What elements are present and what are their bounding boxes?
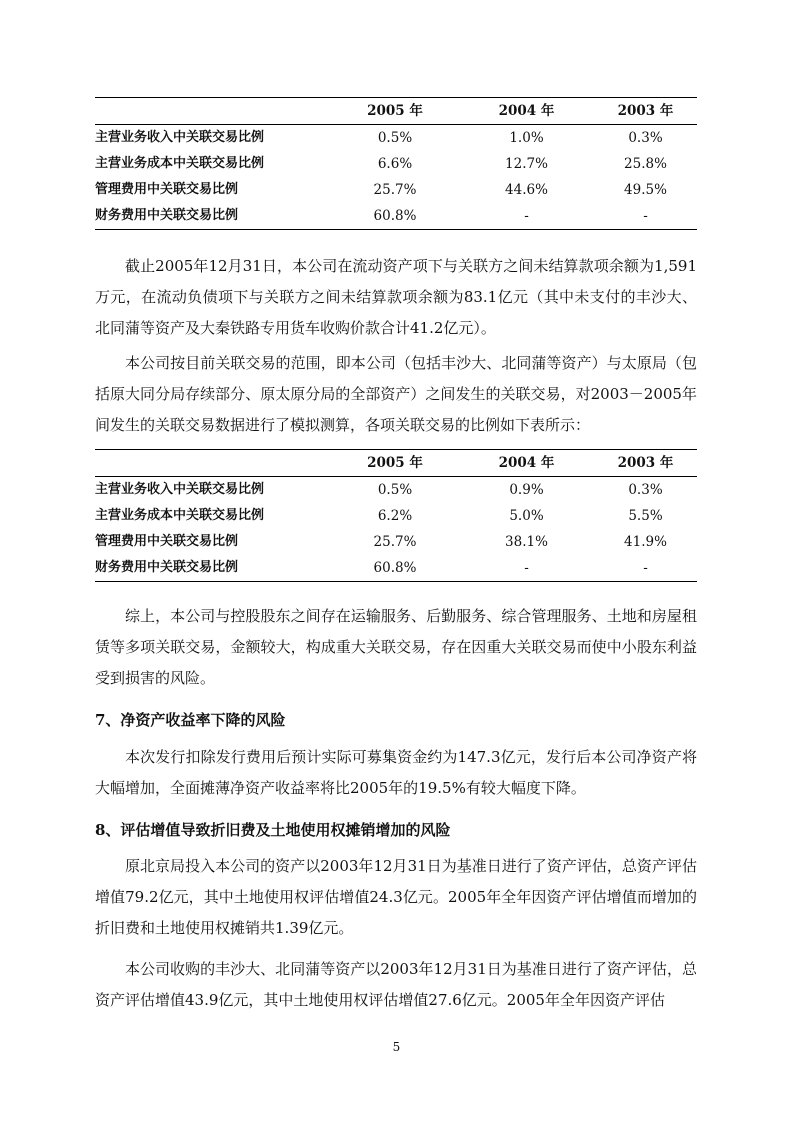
table-cell: 44.6%: [505, 182, 548, 198]
table-cell: 6.6%: [377, 156, 413, 172]
table-header-row: [95, 98, 697, 125]
table-row: [95, 503, 697, 529]
row-label: 财务费用中关联交易比例: [95, 555, 331, 582]
table-cell: 1.0%: [509, 130, 544, 146]
paragraph-beijing-valuation: 原北京局投入本公司的资产以2003年12月31日为基准日进行了资产评估，总资产评估增值79.2亿元，其中土地使用权评估增值24.3亿元。2005年全年因资产评估增值而增加的折旧费和土地使用权摊销共1.39亿元。: [95, 857, 697, 937]
table-cell: 5.0%: [509, 508, 544, 524]
table-header-cell: [95, 450, 331, 477]
table-row: [95, 177, 697, 203]
table-header-cell: [95, 98, 331, 125]
row-label: 管理费用中关联交易比例: [95, 182, 239, 197]
page-number: 5: [392, 1040, 401, 1054]
table-cell: 60.8%: [331, 555, 459, 582]
table-cell: 0.5%: [377, 482, 413, 498]
table-cell: -: [459, 203, 594, 230]
table-header-cell: 2005 年: [331, 98, 459, 125]
table-cell: 5.5%: [628, 508, 663, 524]
table-header-cell: 2004 年: [459, 450, 594, 477]
section-heading-8: 8、评估增值导致折旧费及土地使用权摊销增加的风险: [95, 821, 451, 839]
table-header-cell: 2003 年: [594, 98, 697, 125]
table-cell: 0.5%: [377, 130, 413, 146]
table-header-cell: 2003 年: [594, 450, 697, 477]
table-header-row: [95, 450, 697, 477]
related-transactions-table-simulated: [95, 449, 697, 582]
section-heading-7: 7、净资产收益率下降的风险: [95, 711, 286, 729]
row-label: 主营业务成本中关联交易比例: [95, 156, 265, 171]
row-label: 财务费用中关联交易比例: [95, 203, 331, 230]
row-label: 主营业务收入中关联交易比例: [95, 482, 265, 497]
table-cell: -: [594, 203, 697, 230]
table-cell: 38.1%: [505, 534, 548, 550]
table-cell: 0.3%: [628, 482, 663, 498]
table-cell: 49.5%: [624, 182, 667, 198]
table-row: [95, 125, 697, 152]
table-header-cell: 2004 年: [459, 98, 594, 125]
row-label: 主营业务成本中关联交易比例: [95, 508, 265, 523]
table-cell: -: [594, 555, 697, 582]
paragraph-unsettled-balances: 截止2005年12月31日，本公司在流动资产项下与关联方之间未结算款项余额为1,591万元，在流动负债项下与关联方之间未结算款项余额为83.1亿元（其中未支付的丰沙大、北同蒲等资产及大秦铁路专用货车收购价款合计41.2亿元）。: [95, 257, 697, 337]
table-cell: 25.8%: [624, 156, 667, 172]
table-row: [95, 477, 697, 504]
table-cell: 6.2%: [377, 508, 413, 524]
table-row: [95, 555, 697, 582]
paragraph-roe-decline: 本次发行扣除发行费用后预计实际可募集资金约为147.3亿元，发行后本公司净资产将大幅增加，全面摊薄净资产收益率将比2005年的19.5%有较大幅度下降。: [95, 748, 697, 797]
row-label: 主营业务收入中关联交易比例: [95, 130, 265, 145]
table-cell: -: [459, 555, 594, 582]
table-row: [95, 151, 697, 177]
row-label: 管理费用中关联交易比例: [95, 534, 239, 549]
table-row: [95, 529, 697, 555]
table-cell: 25.7%: [373, 534, 417, 550]
paragraph-summary: 综上，本公司与控股股东之间存在运输服务、后勤服务、综合管理服务、土地和房屋租赁等多项关联交易，金额较大，构成重大关联交易，存在因重大关联交易而使中小股东利益受到损害的风险。: [95, 607, 697, 687]
table-cell: 0.3%: [628, 130, 663, 146]
paragraph-simulation-intro: 本公司按目前关联交易的范围，即本公司（包括丰沙大、北同蒲等资产）与太原局（包括原大同分局存续部分、原太原分局的全部资产）之间发生的关联交易，对2003－2005年间发生的关联交易数据进行了模拟测算，各项关联交易的比例如下表所示：: [95, 354, 697, 434]
table-row: [95, 203, 697, 230]
table-cell: 12.7%: [505, 156, 548, 172]
table-cell: 25.7%: [373, 182, 417, 198]
table-cell: 60.8%: [331, 203, 459, 230]
related-transactions-table-actual: [95, 97, 697, 230]
paragraph-acquired-assets-valuation: 本公司收购的丰沙大、北同蒲等资产以2003年12月31日为基准日进行了资产评估，总资产评估增值43.9亿元，其中土地使用权评估增值27.6亿元。2005年全年因资产评估: [95, 960, 697, 1009]
table-header-cell: 2005 年: [331, 450, 459, 477]
table-cell: 41.9%: [624, 534, 667, 550]
table-cell: 0.9%: [509, 482, 544, 498]
